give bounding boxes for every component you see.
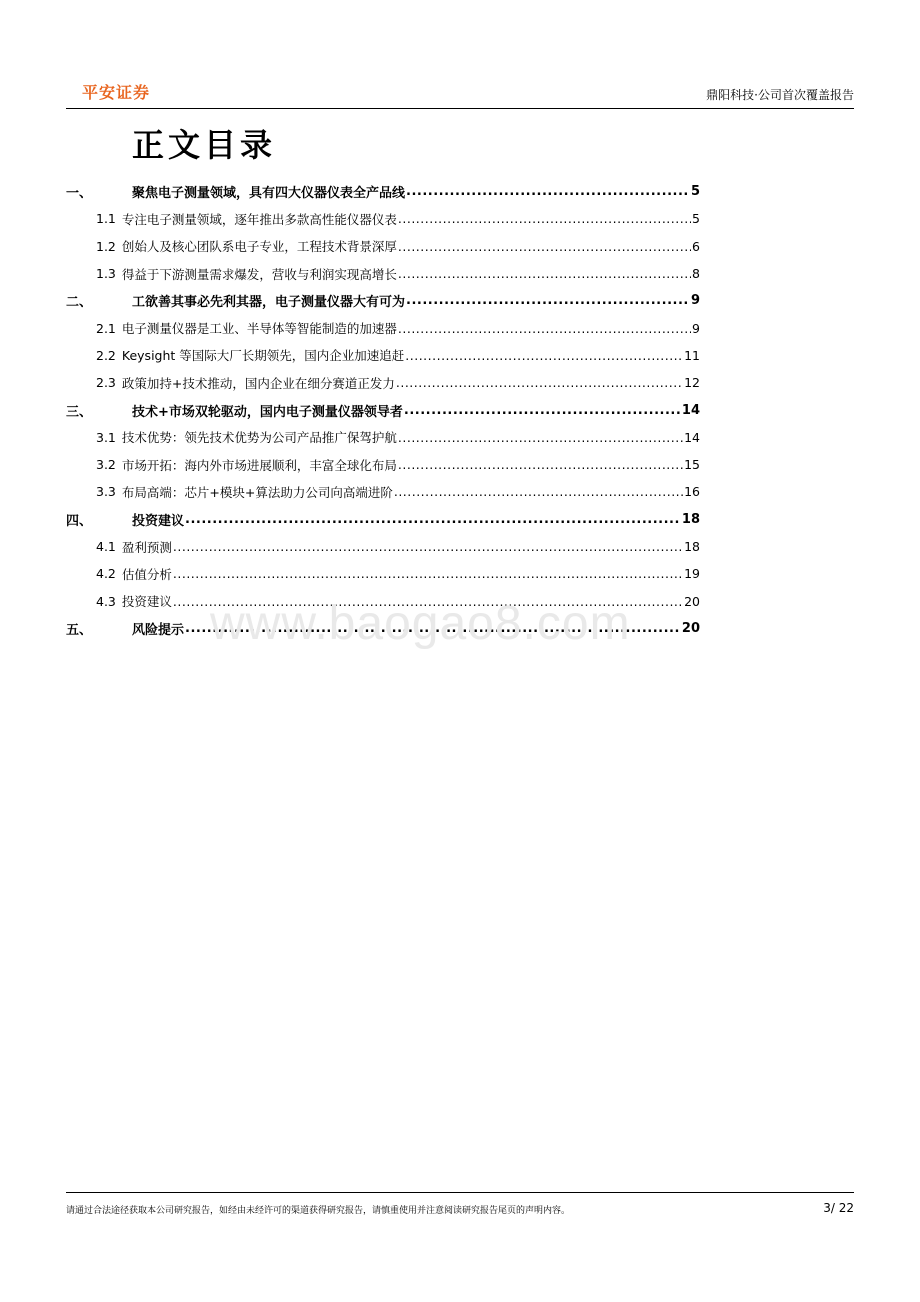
toc-entry[interactable] xyxy=(66,178,700,205)
toc-leader-dots xyxy=(394,484,683,499)
toc-entry-number: 四、 xyxy=(66,513,93,529)
toc-entry-number: 3.1 xyxy=(96,429,116,445)
toc-entry-number: 4.1 xyxy=(96,539,116,554)
toc-entry-number: 3.2 xyxy=(96,457,116,473)
toc-entry-page: 14 xyxy=(684,429,700,445)
toc-leader-dots xyxy=(406,184,690,199)
toc-entry-page: 15 xyxy=(684,457,700,473)
report-title: 鼎阳科技·公司首次覆盖报告 xyxy=(706,88,854,102)
toc-leader-dots xyxy=(173,594,683,609)
toc-entry-number: 4.3 xyxy=(96,593,116,609)
toc-entry-label: 聚焦电子测量领域，具有四大仪器仪表全产品线 xyxy=(132,186,406,202)
toc-entry-label: 市场开拓：海内外市场进展顺利，丰富全球化布局 xyxy=(121,457,397,473)
toc-entry-page: 9 xyxy=(692,320,700,336)
toc-entry[interactable] xyxy=(66,615,700,642)
toc-leader-dots xyxy=(398,321,691,336)
toc-entry-label: 布局高端：芯片+模块+算法助力公司向高端进阶 xyxy=(121,484,393,500)
toc-leader-dots xyxy=(185,621,681,636)
toc-entry[interactable] xyxy=(66,233,700,260)
toc-entry[interactable] xyxy=(66,533,700,560)
footer-disclaimer: 请通过合法途径获取本公司研究报告，如经由未经许可的渠道获得研究报告，请慎重使用并注意阅读研究报告尾页的声明内容。 xyxy=(66,1206,571,1216)
toc-entry-page: 11 xyxy=(684,347,700,363)
page-header xyxy=(66,76,854,109)
toc-entry-number: 五、 xyxy=(66,622,93,638)
toc-leader-dots xyxy=(173,539,683,554)
toc-entry[interactable] xyxy=(66,560,700,587)
toc-entry-page: 18 xyxy=(681,511,700,527)
toc-entry[interactable] xyxy=(66,506,700,533)
toc-entry[interactable] xyxy=(66,342,700,369)
toc-entry-page: 18 xyxy=(684,539,700,554)
toc-leader-dots xyxy=(185,512,681,527)
toc-leader-dots xyxy=(398,457,683,472)
toc-entry-number: 2.3 xyxy=(96,375,116,391)
toc-entry[interactable] xyxy=(66,369,700,396)
watermark: www.baogao8.com xyxy=(210,597,631,650)
toc-entry-number: 二、 xyxy=(66,295,93,311)
toc-leader-dots xyxy=(406,293,690,308)
toc-entry-page: 19 xyxy=(684,566,700,582)
toc-entry-label: 估值分析 xyxy=(121,566,172,582)
toc-entry-number: 2.1 xyxy=(96,320,116,336)
toc-entry[interactable] xyxy=(66,314,700,341)
toc-title: 正文目录 xyxy=(132,126,277,164)
toc-entry[interactable] xyxy=(66,424,700,451)
toc-entry-page: 6 xyxy=(692,238,700,254)
page-number: 3/ 22 xyxy=(823,1201,854,1215)
toc-entry-label: 风险提示 xyxy=(132,622,185,638)
toc-entry-page: 9 xyxy=(690,293,700,309)
toc-entry-page: 14 xyxy=(681,402,700,418)
table-of-contents xyxy=(66,178,700,642)
toc-entry[interactable] xyxy=(66,260,700,287)
toc-leader-dots xyxy=(404,403,681,418)
toc-entry-page: 16 xyxy=(684,484,700,500)
toc-leader-dots xyxy=(396,375,683,390)
toc-entry-page: 5 xyxy=(692,211,700,227)
toc-entry-number: 1.2 xyxy=(96,238,116,254)
toc-entry-number: 2.2 xyxy=(96,347,116,363)
toc-entry-label: 得益于下游测量需求爆发，营收与利润实现高增长 xyxy=(121,266,397,282)
toc-entry-number: 3.3 xyxy=(96,484,116,500)
toc-entry-label: 盈利预测 xyxy=(121,539,172,555)
toc-leader-dots xyxy=(173,566,683,581)
toc-entry-label: Keysight 等国际大厂长期领先，国内企业加速追赶 xyxy=(121,348,405,364)
toc-entry-page: 20 xyxy=(681,620,700,636)
toc-entry-number: 三、 xyxy=(66,404,93,420)
toc-entry-page: 12 xyxy=(684,375,700,391)
toc-entry[interactable] xyxy=(66,205,700,232)
toc-entry-label: 投资建议 xyxy=(132,513,185,529)
toc-entry[interactable] xyxy=(66,287,700,314)
toc-entry[interactable] xyxy=(66,451,700,478)
toc-entry-number: 1.3 xyxy=(96,266,116,282)
company-logo: 平安证券 xyxy=(82,83,151,102)
toc-entry-label: 技术+市场双轮驱动，国内电子测量仪器领导者 xyxy=(132,404,403,420)
page-footer xyxy=(66,1192,854,1216)
toc-entry-number: 1.1 xyxy=(96,211,116,227)
toc-entry-number: 一、 xyxy=(66,186,93,202)
toc-entry[interactable] xyxy=(66,396,700,423)
toc-entry-label: 政策加持+技术推动，国内企业在细分赛道正发力 xyxy=(121,375,395,391)
toc-leader-dots xyxy=(398,430,683,445)
toc-entry-label: 工欲善其事必先利其器，电子测量仪器大有可为 xyxy=(132,295,406,311)
toc-entry-label: 电子测量仪器是工业、半导体等智能制造的加速器 xyxy=(121,321,397,337)
toc-leader-dots xyxy=(405,348,683,363)
toc-entry-page: 8 xyxy=(692,266,700,282)
toc-entry-label: 投资建议 xyxy=(121,594,172,610)
toc-entry-label: 创始人及核心团队系电子专业，工程技术背景深厚 xyxy=(121,239,397,255)
toc-entry[interactable] xyxy=(66,478,700,505)
toc-entry-label: 专注电子测量领域，逐年推出多款高性能仪器仪表 xyxy=(121,211,397,227)
toc-leader-dots xyxy=(398,266,691,281)
toc-entry-page: 20 xyxy=(684,593,700,609)
toc-leader-dots xyxy=(398,211,691,226)
toc-entry-label: 技术优势：领先技术优势为公司产品推广保驾护航 xyxy=(121,430,397,446)
toc-entry-number: 4.2 xyxy=(96,566,116,582)
toc-entry-page: 5 xyxy=(690,184,700,200)
toc-leader-dots xyxy=(398,239,691,254)
toc-entry[interactable] xyxy=(66,587,700,614)
